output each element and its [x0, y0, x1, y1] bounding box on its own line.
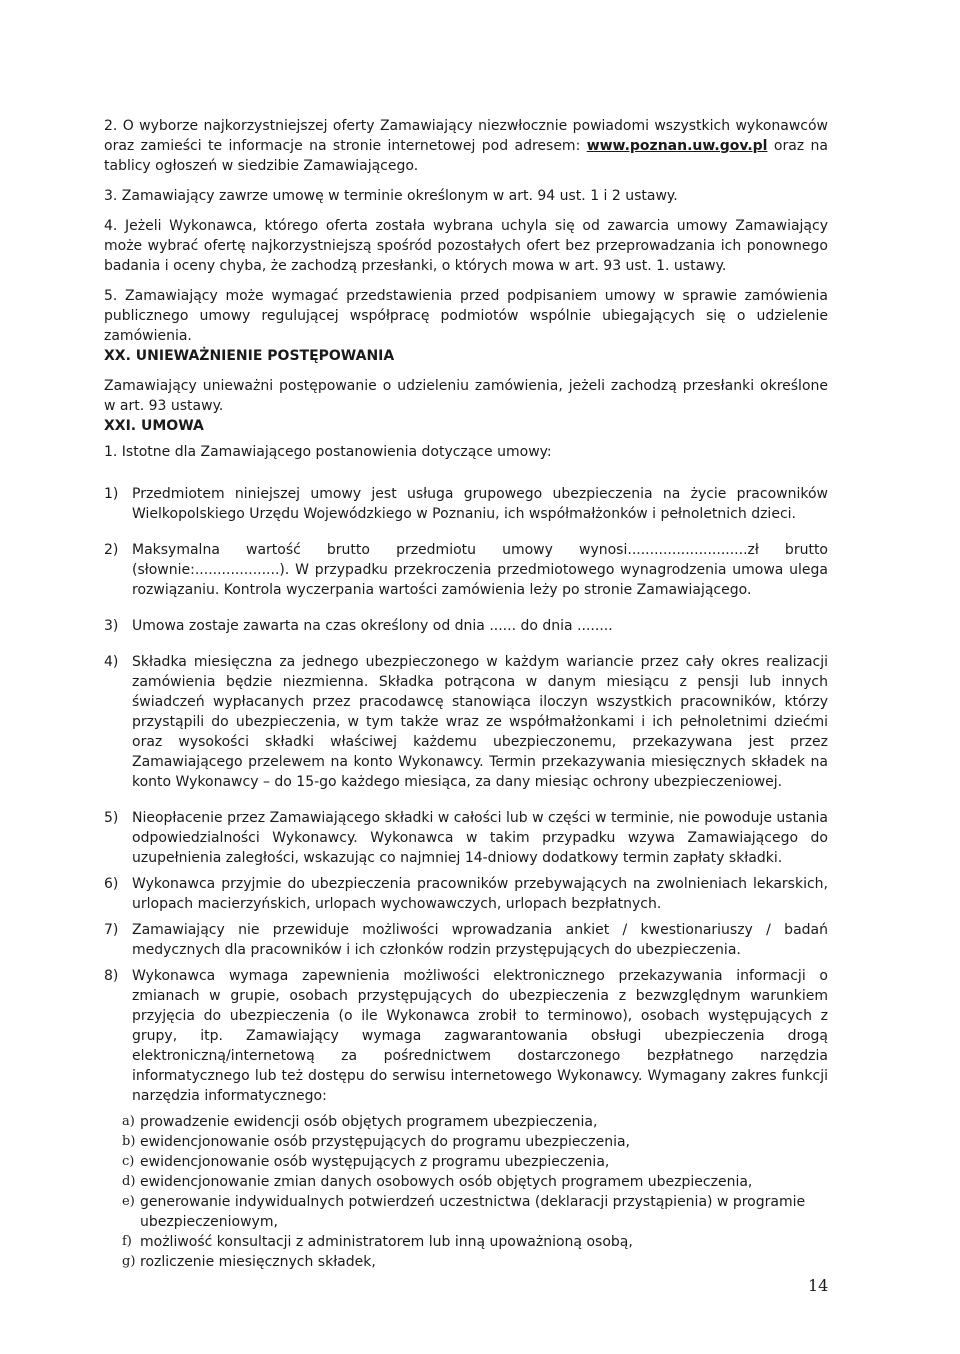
- sub-list-item: [122, 1252, 828, 1272]
- sub-item-letter: f): [122, 1234, 132, 1249]
- paragraph-4: 4. Jeżeli Wykonawca, którego oferta została wybrana uchyla się od zawarcia umowy Zamawiający może wybrać ofertę najkorzystniejszą spośród pozostałych ofert bez przeprowadzania ich ponownego badania i oceny chyba, że zachodzą przesłanki, o których mowa w art. 93 ust. 1. ustawy.: [104, 218, 828, 274]
- sub-list-item: [122, 1152, 828, 1172]
- sub-item-text: możliwość konsultacji z administratorem lub inną upoważnioną osobą,: [140, 1234, 633, 1250]
- item-number: 8): [104, 968, 119, 984]
- list-item: [104, 652, 828, 792]
- item-number: 6): [104, 876, 119, 892]
- item-text: Składka miesięczna za jednego ubezpieczonego w każdym wariancie przez cały okres realizacji zamówienia będzie niezmienna. Składka potrącona w danym miesiącu z pensji lub innych świadczeń wypłacanych przez pracodawcę stanowiąca iloczyn wszystkich pracowników, którzy przystąpili do ubezpieczenia, w tym także wraz ze współmałżonkami i ich pełnoletnimi dziećmi oraz wysokości składki właściwej każdemu ubezpieczonemu, przekazywana jest przez Zamawiającego przelewem na konto Wykonawcy. Termin przekazywania miesięcznych składek na konto Wykonawcy – do 15-go każdego miesiąca, za dany miesiąc ochrony ubezpieczeniowej.: [132, 654, 828, 790]
- sub-item-text: rozliczenie miesięcznych składek,: [140, 1254, 376, 1270]
- sub-item-letter: d): [122, 1174, 136, 1189]
- website-link[interactable]: www.poznan.uw.gov.pl: [586, 138, 768, 154]
- list-item: [104, 966, 828, 1106]
- paragraph-2: [104, 116, 828, 176]
- paragraph-2-text: 2. O wyborze najkorzystniejszej oferty Zamawiający niezwłocznie powiadomi wszystkich wykonawców oraz zamieści te informacje na stronie internetowej pod adresem:: [104, 118, 828, 154]
- sub-item-text: ewidencjonowanie osób przystępujących do programu ubezpieczenia,: [140, 1134, 630, 1150]
- item-text: Maksymalna wartość brutto przedmiotu umowy wynosi...........................zł brutto (słownie:...................). W przypadku przekroczenia przedmiotowego wynagrodzenia umowa ulega rozwiązaniu. Kontrola wyczerpania wartości zamówienia leży po stronie Zamawiającego.: [132, 542, 828, 598]
- sub-item-letter: g): [122, 1254, 136, 1269]
- sub-list-item: [122, 1112, 828, 1132]
- sub-list-item: [122, 1232, 828, 1252]
- item-number: 5): [104, 810, 119, 826]
- item-number: 2): [104, 542, 119, 558]
- item-text: Umowa zostaje zawarta na czas określony od dnia ...... do dnia ........: [132, 618, 613, 634]
- sub-item-letter: e): [122, 1194, 135, 1209]
- list-item: [104, 874, 828, 914]
- item-number: 4): [104, 654, 119, 670]
- item-text: Przedmiotem niniejszej umowy jest usługa grupowego ubezpieczenia na życie pracowników Wielkopolskiego Urzędu Wojewódzkiego w Poznaniu, ich współmałżonków i pełnoletnich dzieci.: [132, 486, 828, 522]
- item-text: Zamawiający nie przewiduje możliwości wprowadzania ankiet / kwestionariuszy / badań medycznych dla pracowników i ich członków rodzin przystępujących do ubezpieczenia.: [132, 922, 828, 958]
- sub-item-text: generowanie indywidualnych potwierdzeń uczestnictwa (deklaracji przystąpienia) w programie ubezpieczeniowym,: [140, 1194, 806, 1230]
- item-number: 1): [104, 486, 119, 502]
- list-item: [104, 920, 828, 960]
- sub-list-item: [122, 1172, 828, 1192]
- section-xxi-heading: XXI. UMOWA: [104, 418, 204, 434]
- sub-item-letter: c): [122, 1154, 135, 1169]
- section-xxi-intro: 1. Istotne dla Zamawiającego postanowienia dotyczące umowy:: [104, 444, 552, 460]
- item-text: Wykonawca wymaga zapewnienia możliwości elektronicznego przekazywania informacji o zmianach w grupie, osobach przystępujących do ubezpieczenia z bezwzględnym warunkiem przyjęcia do ubezpieczenia (o ile Wykonawca zrobił to terminowo), osobach występujących z grupy, itp. Zamawiający wymaga zagwarantowania obsługi ubezpieczenia drogą elektroniczną/internetową za pośrednictwem dostarczonego bezpłatnego narzędzia informatycznego lub też dostępu do serwisu internetowego Wykonawcy. Wymagany zakres funkcji narzędzia informatycznego:: [132, 968, 828, 1104]
- list-item: [104, 484, 828, 524]
- item-number: 7): [104, 922, 119, 938]
- sub-item-letter: b): [122, 1134, 136, 1149]
- sub-item-text: ewidencjonowanie zmian danych osobowych osób objętych programem ubezpieczenia,: [140, 1174, 753, 1190]
- item-text: Wykonawca przyjmie do ubezpieczenia pracowników przebywających na zwolnieniach lekarskich, urlopach macierzyńskich, urlopach wychowawczych, urlopach bezpłatnych.: [132, 876, 828, 912]
- list-item: [104, 540, 828, 600]
- sub-item-text: prowadzenie ewidencji osób objętych programem ubezpieczenia,: [140, 1114, 598, 1130]
- sub-list-item: [122, 1132, 828, 1152]
- sub-item-text: ewidencjonowanie osób występujących z programu ubezpieczenia,: [140, 1154, 610, 1170]
- document-page: [104, 116, 828, 1272]
- item-number: 3): [104, 618, 119, 634]
- sub-list-item: [122, 1192, 828, 1232]
- paragraph-3: 3. Zamawiający zawrze umowę w terminie określonym w art. 94 ust. 1 i 2 ustawy.: [104, 188, 678, 204]
- section-xx-text: Zamawiający unieważni postępowanie o udzieleniu zamówienia, jeżeli zachodzą przesłanki określone w art. 93 ustawy.: [104, 378, 828, 414]
- item-text: Nieopłacenie przez Zamawiającego składki w całości lub w części w terminie, nie powoduje ustania odpowiedzialności Wykonawcy. Wykonawca w takim przypadku wzywa Zamawiającego do uzupełnienia zaległości, wskazując co najmniej 14-dniowy dodatkowy termin zapłaty składki.: [132, 810, 828, 866]
- paragraph-2-text-end: oraz na tablicy ogłoszeń w siedzibie Zamawiającego.: [104, 138, 828, 174]
- page-number: 14: [808, 1276, 829, 1295]
- sub-item-letter: a): [122, 1114, 135, 1129]
- paragraph-5: 5. Zamawiający może wymagać przedstawienia przed podpisaniem umowy w sprawie zamówienia publicznego umowy regulującej współpracę podmiotów wspólnie ubiegających się o udzielenie zamówienia.: [104, 288, 828, 344]
- section-xx-heading: XX. UNIEWAŻNIENIE POSTĘPOWANIA: [104, 348, 395, 364]
- list-item: [104, 808, 828, 868]
- list-item: [104, 616, 828, 636]
